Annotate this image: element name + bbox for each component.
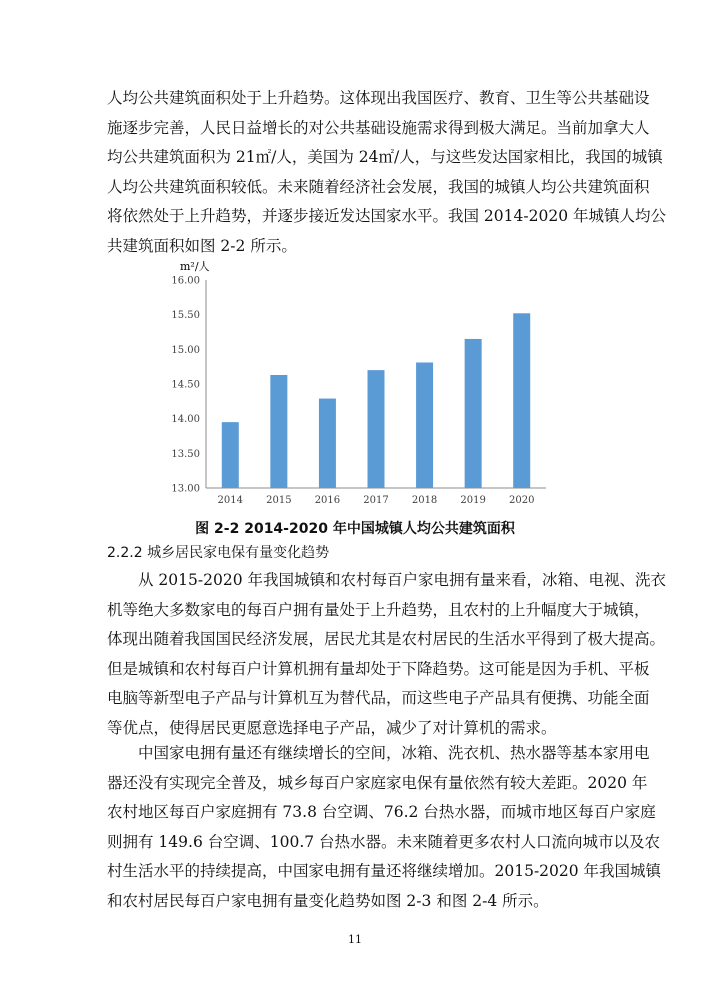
- bar-2016: [319, 399, 336, 488]
- paragraph-1: [107, 84, 666, 261]
- paragraph-line: 等优点，使得居民更愿意选择电子产品，减少了对计算机的需求。: [107, 718, 557, 737]
- y-tick-label: 16.00: [171, 275, 200, 287]
- paragraph-line: 人均公共建筑面积处于上升趋势。这体现出我国医疗、教育、卫生等公共基础设: [107, 89, 650, 107]
- x-tick-label: 2020: [508, 495, 535, 506]
- bar-2015: [270, 375, 287, 488]
- paragraph-line: 从 2015-2020 年我国城镇和农村每百户家电拥有量来看，冰箱、电视、洗衣: [138, 571, 666, 589]
- paragraph-line: 将依然处于上升趋势，并逐步接近发达国家水平。我国 2014-2020 年城镇人均公: [107, 207, 666, 225]
- y-tick-label: 13.00: [171, 483, 200, 495]
- y-tick-label: 13.50: [171, 448, 200, 460]
- paragraph-line: 机等绝大多数家电的每百户拥有量处于上升趋势，且农村的上升幅度大于城镇，: [107, 600, 650, 619]
- bar-2020: [513, 313, 530, 488]
- page-number: 11: [348, 933, 362, 946]
- bar-2018: [416, 363, 433, 488]
- paragraph-line: 共建筑面积如图 2-2 所示。: [107, 236, 297, 255]
- y-axis-label: m²/人: [180, 260, 210, 273]
- paragraph-line: 人均公共建筑面积较低。未来随着经济社会发展，我国的城镇人均公共建筑面积: [107, 177, 650, 196]
- x-tick-label: 2015: [266, 495, 292, 506]
- paragraph-line: 村生活水平的持续提高，中国家电拥有量还将继续增加。2015-2020 年我国城镇: [107, 862, 662, 880]
- paragraph-3: [107, 739, 662, 916]
- paragraph-line: 均公共建筑面积为 21㎡/人，美国为 24㎡/人，与这些发达国家相比，我国的城镇: [107, 148, 663, 166]
- paragraph-line: 农村地区每百户家庭拥有 73.8 台空调、76.2 台热水器，而城市地区每百户家庭: [107, 803, 656, 821]
- x-tick-label: 2018: [411, 495, 438, 506]
- paragraph-line: 但是城镇和农村每百户计算机拥有量却处于下降趋势。这可能是因为手机、平板: [107, 659, 650, 678]
- paragraph-line: 体现出随着我国国民经济发展，居民尤其是农村居民的生活水平得到了极大提高。: [107, 630, 666, 648]
- x-tick-label: 2014: [217, 495, 244, 506]
- figure-caption: 图 2-2 2014-2020 年中国城镇人均公共建筑面积: [195, 521, 515, 537]
- x-tick-label: 2017: [363, 495, 389, 506]
- y-tick-label: 14.50: [171, 379, 200, 391]
- bar-2017: [368, 370, 385, 488]
- paragraph-line: 施逐步完善，人民日益增长的对公共基础设施需求得到极大满足。当前加拿大人: [107, 118, 650, 137]
- bar-2019: [465, 339, 482, 488]
- paragraph-line: 器还没有实现完全普及，城乡每百户家庭家电保有量依然有较大差距。2020 年: [107, 773, 648, 792]
- y-tick-label: 14.00: [171, 414, 200, 426]
- x-tick-label: 2016: [314, 495, 341, 506]
- bar-2014: [222, 422, 239, 488]
- paragraph-line: 和农村居民每百户家电拥有量变化趋势如图 2-3 和图 2-4 所示。: [107, 891, 549, 910]
- y-tick-label: 15.00: [171, 344, 200, 356]
- paragraph-2: [107, 566, 666, 743]
- paragraph-line: 则拥有 149.6 台空调、100.7 台热水器。未来随着更多农村人口流向城市以及农: [107, 832, 661, 851]
- x-tick-label: 2019: [460, 495, 486, 506]
- paragraph-line: 中国家电拥有量还有继续增长的空间，冰箱、洗衣机、热水器等基本家用电: [138, 744, 650, 762]
- paragraph-line: 电脑等新型电子产品与计算机互为替代品，而这些电子产品具有便携、功能全面: [107, 689, 650, 707]
- y-tick-label: 15.50: [171, 310, 200, 322]
- section-heading: 2.2.2 城乡居民家电保有量变化趋势: [107, 545, 330, 561]
- bar-chart: [160, 254, 560, 510]
